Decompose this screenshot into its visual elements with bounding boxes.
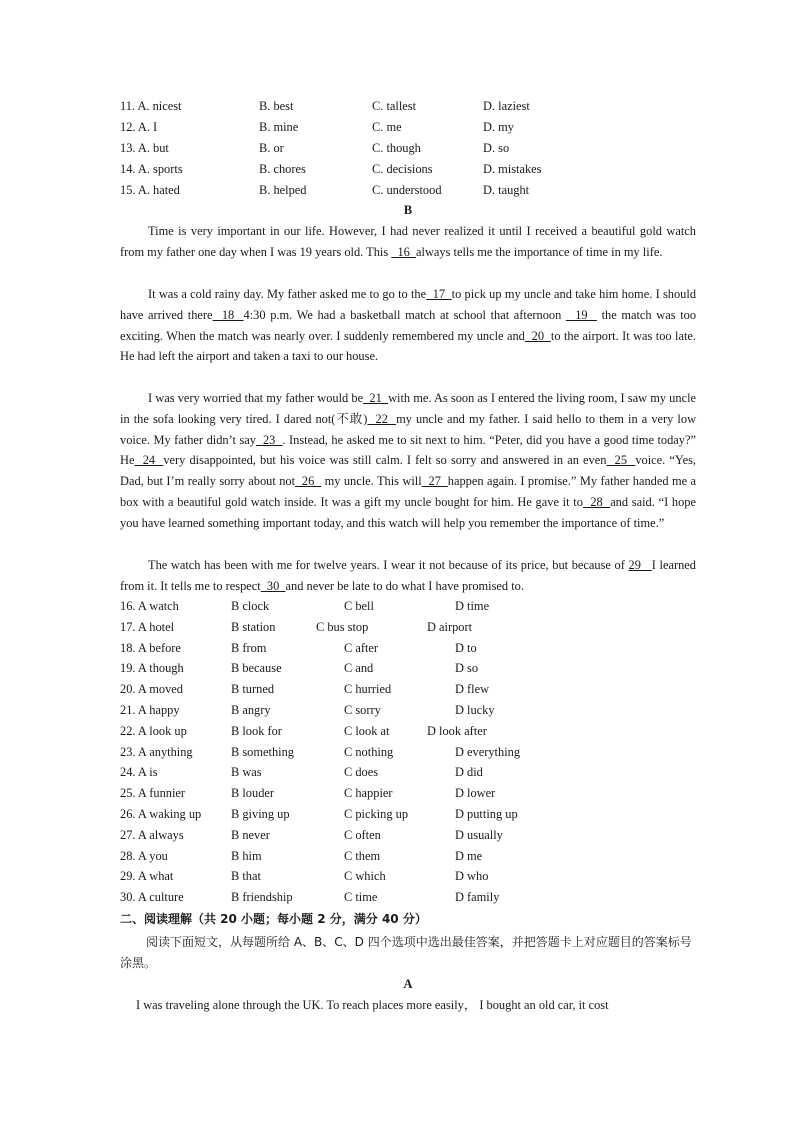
option-b: B clock	[231, 599, 270, 613]
option-a: 16. A watch	[120, 599, 179, 613]
option-a: 17. A hotel	[120, 619, 175, 634]
option-b: B that	[231, 869, 261, 884]
option-b: B from	[231, 640, 267, 655]
option-b: B station	[231, 619, 276, 634]
passage-text: always tells me the importance of time in my life.	[416, 244, 663, 259]
passage-text: I was very worried that my father would be	[148, 391, 364, 405]
option-d: D flew	[455, 682, 490, 697]
option-c: C which	[344, 869, 386, 884]
passage-text: voice. “Yes, Dad, but I’m really sorry about not	[120, 453, 697, 489]
blank-number: 19	[565, 307, 597, 322]
blank-number: 23	[255, 432, 283, 447]
option-b: B something	[231, 744, 294, 759]
option-c: C sorry	[344, 703, 381, 717]
option-d: D look after	[427, 723, 487, 738]
option-b: B look for	[231, 723, 282, 738]
option-c: C often	[344, 827, 381, 842]
option-c: C does	[344, 765, 379, 780]
blank-number: 18	[212, 307, 244, 322]
option-b: B giving up	[231, 807, 290, 821]
passage-text: Time is very important in our life. However, I had never realized it until I received a beautiful gold watch from my father one day when I was 19 years old. This	[120, 224, 696, 259]
option-d: D. taught	[483, 183, 530, 197]
option-b: B because	[231, 661, 282, 676]
option-b: B. best	[259, 99, 294, 113]
blank-number: 20	[524, 328, 551, 343]
option-d: D putting up	[455, 807, 518, 821]
option-d: D airport	[427, 619, 473, 634]
blank-number: 30	[260, 578, 286, 593]
option-c: C. though	[372, 141, 421, 155]
option-d: D usually	[455, 827, 503, 842]
option-c: C hurried	[344, 682, 392, 697]
option-d: D time	[455, 599, 490, 613]
option-d: D. my	[483, 120, 514, 134]
option-b: B. or	[259, 141, 284, 155]
option-d: D so	[455, 661, 479, 676]
option-b: B friendship	[231, 890, 293, 905]
option-a: 18. A before	[120, 640, 181, 655]
option-c: C bell	[344, 599, 374, 613]
section2-instructions: 阅读下面短文，从每题所给 A、B、C、D 四个选项中选出最佳答案，并把答题卡上对应题目的答案标号涂黑。	[120, 935, 692, 970]
passage-text: It was a cold rainy day. My father asked me to go to the	[148, 287, 427, 301]
option-b: B. mine	[259, 120, 299, 134]
passage-text: the match was too exciting. When the match was nearly over. I suddenly remembered my uncle and	[120, 307, 697, 343]
option-d: D. laziest	[483, 99, 530, 113]
option-c: C. understood	[372, 183, 442, 197]
section2-title: 二、阅读理解（共 20 小题；每小题 2 分，满分 40 分）	[120, 912, 427, 926]
option-d: D. mistakes	[483, 162, 542, 176]
passage-text: my uncle. This will	[321, 474, 422, 489]
passage-a-first-line: I was traveling alone through the UK. To reach places more easily， I bought an old car, it cost	[136, 998, 609, 1012]
option-a: 27. A always	[120, 827, 184, 842]
option-c: C nothing	[344, 744, 394, 759]
option-d: D to	[455, 640, 477, 655]
option-b: B. helped	[259, 183, 307, 197]
option-a: 22. A look up	[120, 723, 187, 738]
option-d: D. so	[483, 141, 510, 155]
option-a: 28. A you	[120, 848, 168, 863]
option-a: 20. A moved	[120, 682, 183, 697]
option-c: C after	[344, 640, 379, 655]
option-c: C time	[344, 890, 378, 905]
passage-paragraph	[120, 555, 696, 597]
option-c: C picking up	[344, 807, 409, 821]
option-c: C and	[344, 661, 374, 676]
passage-text: The watch has been with me for twelve years. I wear it not because of its price, but because of	[148, 558, 629, 572]
passage-text: I learned from it. It tells me to respect	[120, 558, 696, 593]
blank-number: 24	[134, 453, 164, 468]
option-c: C them	[344, 848, 381, 863]
option-a: 15. A. hated	[120, 183, 180, 197]
option-a: 12. A. I	[120, 120, 158, 134]
option-c: C. tallest	[372, 99, 417, 113]
option-b: B. chores	[259, 162, 306, 176]
passage-text: 4:30 p.m. We had a basketball match at school that afternoon	[243, 307, 566, 322]
option-c: C. decisions	[372, 162, 433, 176]
option-b: B turned	[231, 682, 275, 697]
option-a: 26. A waking up	[120, 807, 202, 821]
option-c: C happier	[344, 786, 393, 801]
blank-number: 28	[582, 494, 611, 509]
option-d: D family	[455, 890, 500, 905]
blank-number: 16	[391, 244, 417, 259]
option-b: B louder	[231, 786, 275, 801]
option-a: 11. A. nicest	[120, 99, 182, 113]
option-b: B angry	[231, 703, 271, 717]
option-d: D lucky	[455, 703, 495, 717]
option-a: 30. A culture	[120, 890, 184, 905]
option-b: B never	[231, 827, 270, 842]
passage-text: my uncle and my father. I said hello to them in a very low voice. My father didn’t say	[120, 411, 697, 447]
passage-paragraph	[120, 221, 696, 263]
passage-text: very disappointed, but his voice was still calm. I felt so sorry and answered in an even	[163, 453, 607, 468]
passage-text: to the airport. It was too late. He had left the airport and taken a taxi to our house.	[120, 328, 697, 364]
option-a: 19. A though	[120, 661, 184, 676]
blank-number: 17	[426, 287, 452, 301]
passage-paragraph	[120, 388, 696, 534]
option-c: C bus stop	[316, 619, 369, 634]
option-c: C look at	[344, 723, 390, 738]
option-d: D lower	[455, 786, 496, 801]
option-a: 25. A funnier	[120, 786, 186, 801]
option-b: B him	[231, 848, 262, 863]
blank-number: 26	[295, 474, 322, 489]
passage-text: and never be late to do what I have promised to.	[285, 578, 524, 593]
option-a: 14. A. sports	[120, 162, 183, 176]
blank-number: 25	[606, 453, 636, 468]
passage-text: . Instead, he asked me to sit next to him. “Peter, did you have a good time today?” He	[120, 432, 696, 468]
blank-number: 22	[367, 411, 397, 426]
option-a: 24. A is	[120, 765, 158, 780]
blank-number: 21	[363, 391, 389, 405]
option-c: C. me	[372, 120, 402, 134]
blank-number: 27	[421, 474, 448, 489]
option-a: 21. A happy	[120, 703, 180, 717]
option-d: D who	[455, 869, 489, 884]
section-b-heading: B	[403, 203, 413, 217]
passage-text: and said. “I hope you have learned something important today, and this watch will help you remember the importance of time.”	[120, 494, 696, 530]
passage-text: with me. As soon as I entered the living room, I saw my uncle in the sofa looking very tired. I dared not(不敢)	[120, 391, 697, 426]
option-a: 29. A what	[120, 869, 174, 884]
passage-text: to pick up my uncle and take him home. I should have arrived there	[120, 287, 697, 322]
option-a: 23. A anything	[120, 744, 193, 759]
passage-paragraph	[120, 284, 696, 367]
option-d: D did	[455, 765, 483, 780]
option-b: B was	[231, 765, 262, 780]
option-a: 13. A. but	[120, 141, 169, 155]
passage-text: happen again. I promise.” My father handed me a box with a beautiful gold watch inside. It was a gift my uncle bought for him. He gave it to	[120, 474, 697, 509]
option-d: D me	[455, 848, 483, 863]
option-d: D everything	[455, 744, 521, 759]
section-a-heading: A	[403, 977, 413, 991]
blank-number: 29	[628, 558, 652, 572]
